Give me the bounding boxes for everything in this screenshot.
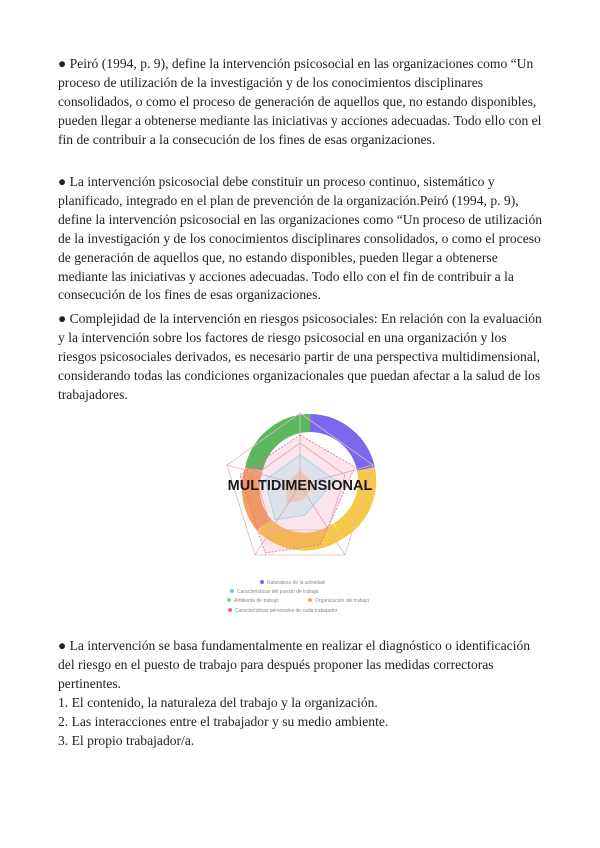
multidimensional-diagram <box>205 405 395 620</box>
paragraph-peiro-definition <box>58 55 548 150</box>
list-item: 1. El contenido, la naturaleza del trabajo y la organización. <box>58 694 378 710</box>
legend-marker <box>230 589 234 593</box>
legend-label: Características personales de cada trabajador <box>235 608 338 614</box>
legend-marker <box>228 608 232 612</box>
multidimensional-figure <box>205 405 395 620</box>
paragraph-text: ● La intervención psicosocial debe constituir un proceso continuo, sistemático y planificado, integrado en el plan de prevención de la organización.Peiró (1994, p. 9), define la intervención psicosocial en las organizaciones como “Un proceso de utilización de la investigación y de los conocimientos disciplinares consolidados, o como el proceso de generación de aquellos que, no estando disponibles, pueden llegar a obtenerse mediante las iniciativas y acciones adecuadas. Todo ello con el fin de contribuir a la consecución de los fines de esas organizaciones. <box>58 174 543 303</box>
legend-label: Características del puesto de trabajo <box>237 589 319 595</box>
list-item: 3. El propio trabajador/a. <box>58 732 195 748</box>
legend-marker <box>227 598 231 602</box>
paragraph-text: ● Peiró (1994, p. 9), define la intervención psicosocial en las organizaciones como “Un proceso de utilización de la investigación y de los conocimientos disciplinares consolidados, o como el proceso de generación de aquellos que, no estando disponibles, pueden llegar a obtenerse mediante las iniciativas y acciones adecuadas. Todo ello con el fin de contribuir a la consecución de los fines de esas organizaciones. <box>58 56 542 147</box>
list-item: 2. Las interacciones entre el trabajador y su medio ambiente. <box>58 713 389 729</box>
figure-legend <box>227 580 369 614</box>
paragraph-text: ● La intervención se basa fundamentalmente en realizar el diagnóstico o identificación del riesgo en el puesto de trabajo para después proponer las medidas correctoras pertinentes. <box>58 638 531 691</box>
paragraph-text: ● Complejidad de la intervención en riesgos psicosociales: En relación con la evaluación y la intervención sobre los factores de riesgo psicosocial en una organización y los riesgos psicosociales derivados, es necesario partir de una perspectiva multidimensional, considerando todas las condiciones organizacionales que puedan afectar a la salud de los trabajadores. <box>58 311 542 402</box>
legend-marker <box>308 598 312 602</box>
paragraph-diagnosis <box>58 637 548 750</box>
legend-label: Naturaleza de la actividad <box>267 580 325 586</box>
legend-label: Ambiente de trabajo <box>234 598 279 604</box>
paragraph-complexity <box>58 310 548 405</box>
legend-label: Organización del trabajo <box>315 598 370 604</box>
multidimensional-label: MULTIDIMENSIONAL <box>227 478 373 494</box>
paragraph-continuous-process <box>58 173 548 305</box>
legend-marker <box>260 580 264 584</box>
